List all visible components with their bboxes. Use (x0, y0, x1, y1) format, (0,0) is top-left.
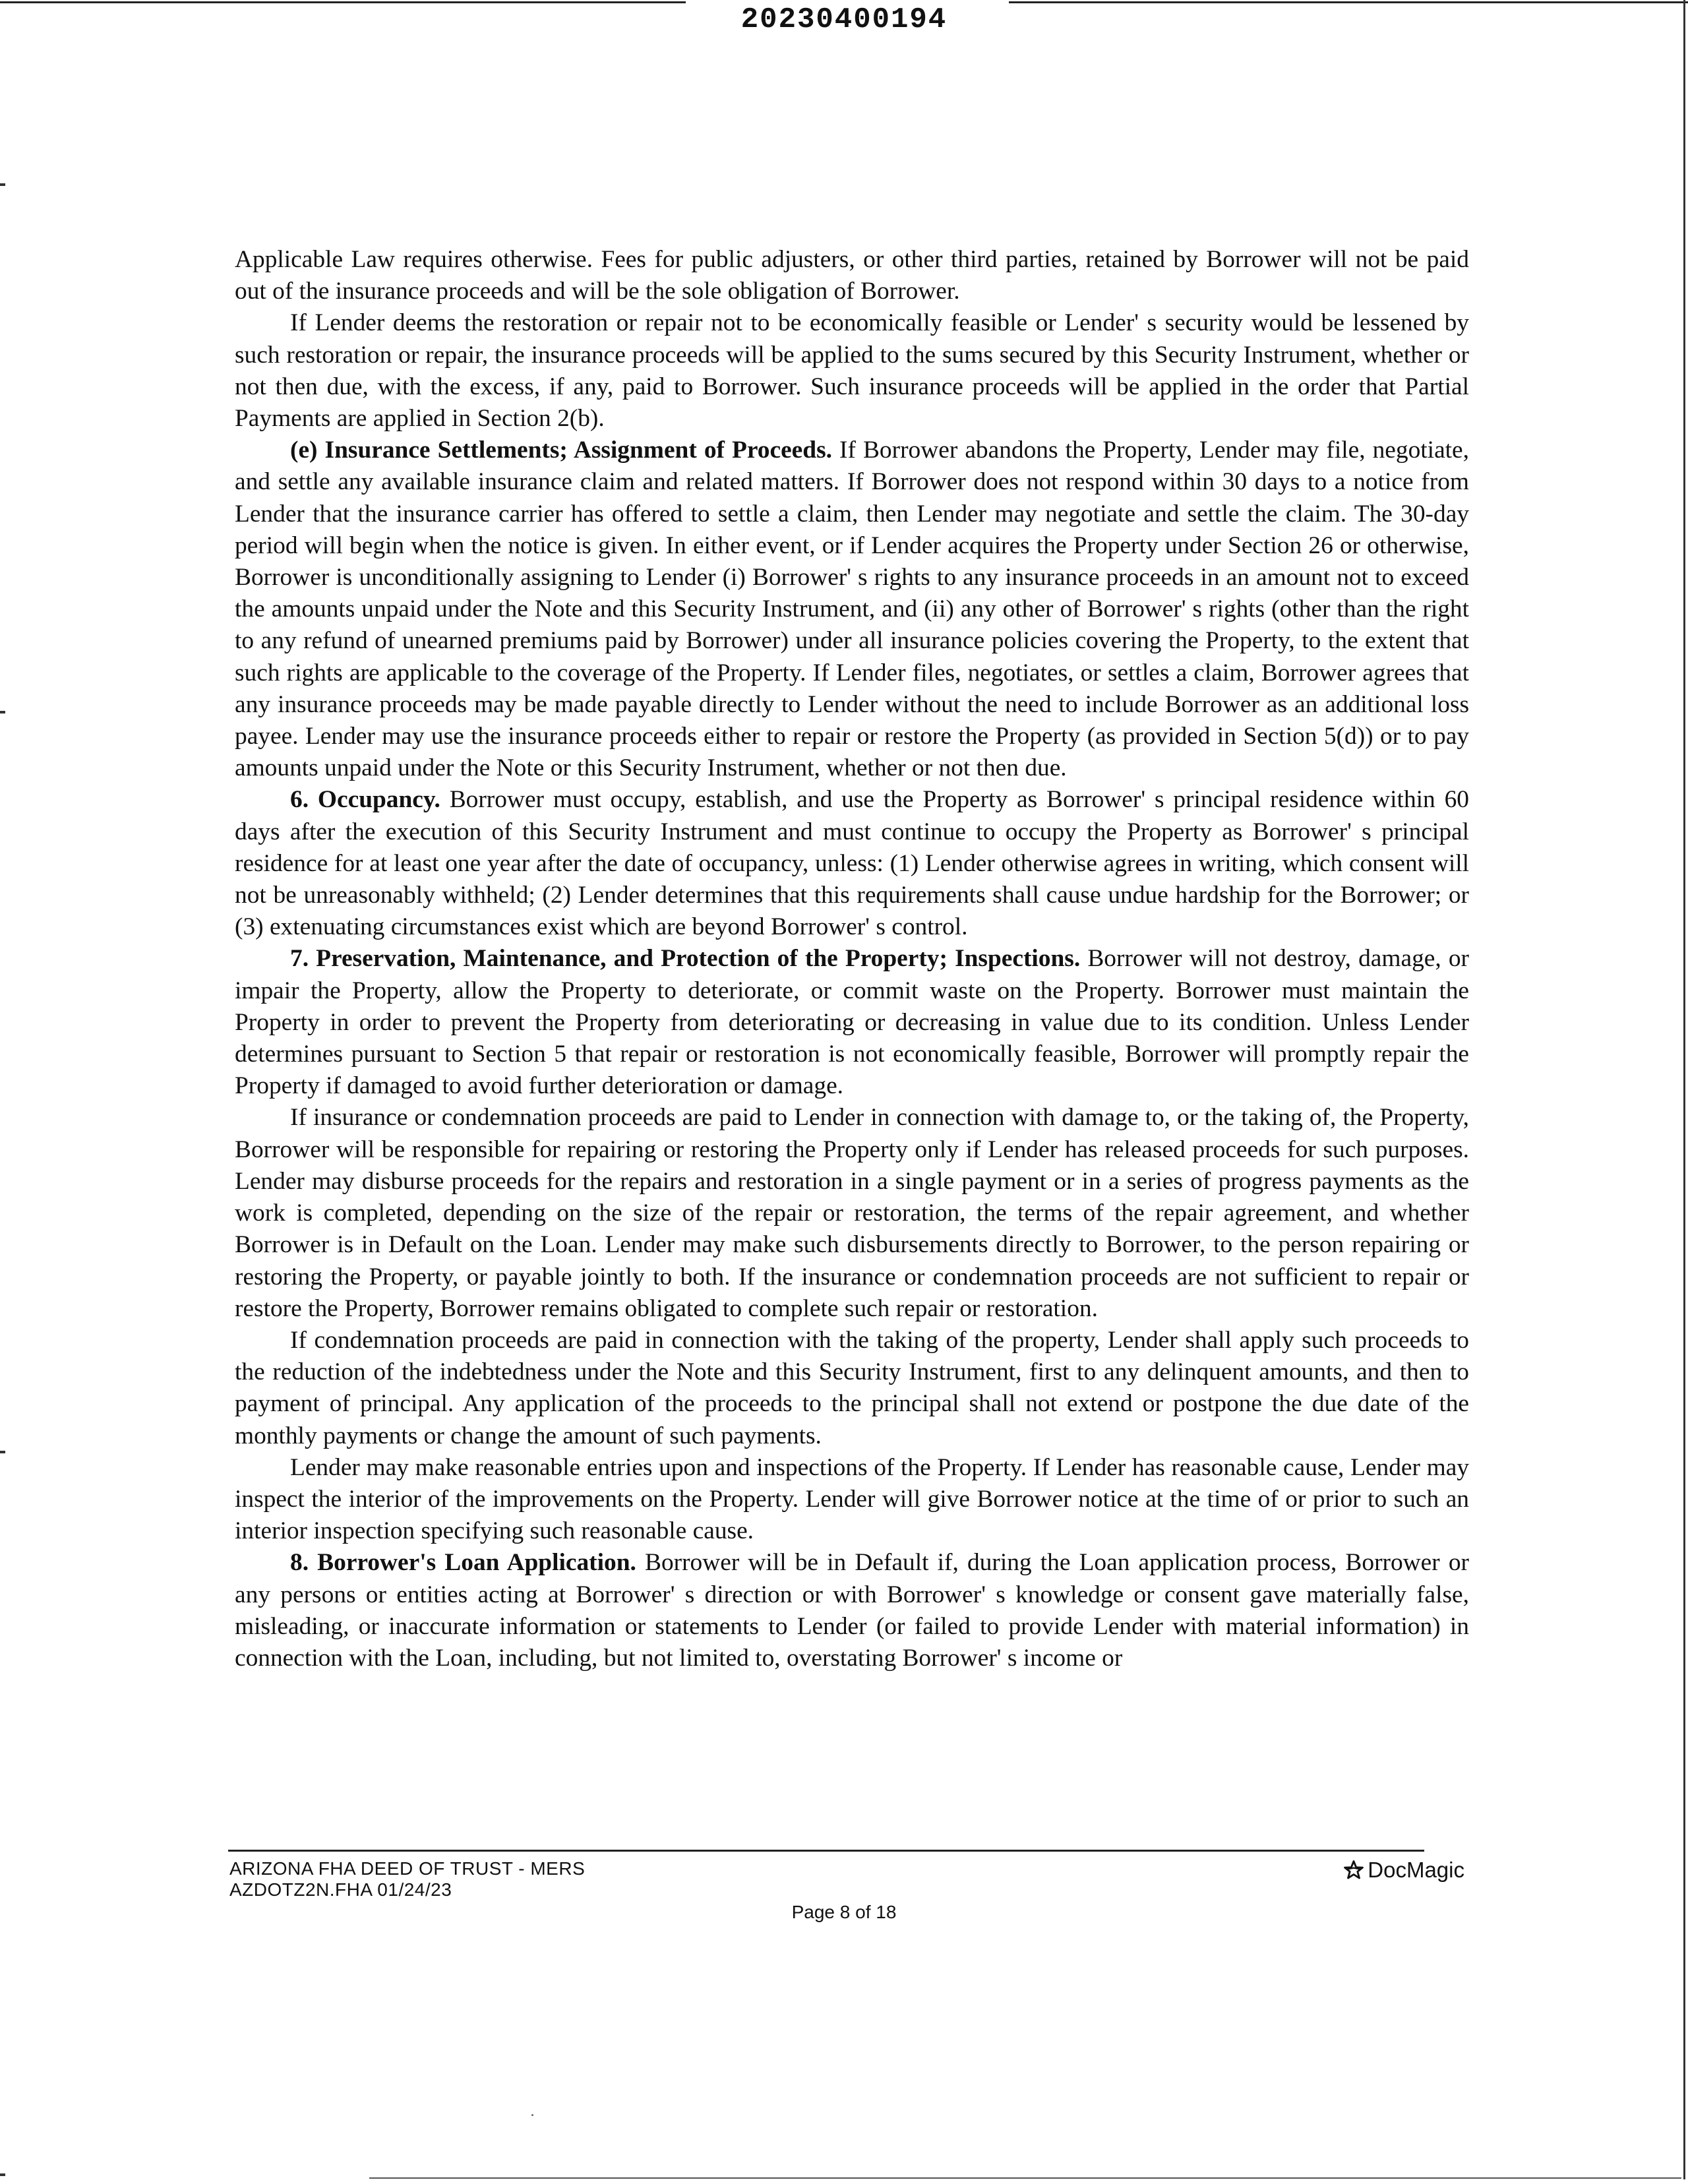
paragraph-text: Applicable Law requires otherwise. Fees for public adjusters, or other third parties, retained by Borrower will not be paid out of the insurance proceeds and will be the sole obligation of Borrower. (235, 246, 1469, 305)
brand-name: DocMagic (1368, 1858, 1464, 1882)
scan-speck (531, 2114, 533, 2116)
footer-form-info (229, 1858, 585, 1900)
section-6-paragraph (235, 784, 1469, 943)
section-heading: 8. Borrower's Loan Application. (290, 1549, 636, 1577)
docmagic-logo (1342, 1857, 1464, 1883)
paragraph-text: Lender may make reasonable entries upon and inspections of the Property. If Lender has reasonable cause, Lender may inspect the interior of the improvements on the Property. Lender will give Borrower notice at the time of or prior to such an interior inspection specifying such reasonable cause. (235, 1453, 1469, 1545)
section-heading: (e) Insurance Settlements; Assignment of Proceeds. (290, 437, 832, 464)
recording-number: 20230400194 (740, 3, 948, 36)
page-number: Page 8 of 18 (791, 1902, 897, 1922)
paragraph-text: If insurance or condemnation proceeds are paid to Lender in connection with damage to, or the taking of, the Property, Borrower will be responsible for repairing or restoring the Property only if Lender has released proceeds for such purposes. Lender may disburse proceeds for the repairs and restoration in a single payment or in a series of progress payments as the work is completed, depending on the size of the repair or restoration, the terms of the repair agreement, and whether Borrower is in Default on the Loan. Lender may make such disbursements directly to Borrower, to the person repairing or restoring the Property, or payable jointly to both. If the insurance or condemnation proceeds are not sufficient to repair or restore the Property, Borrower remains obligated to complete such repair or restoration. (235, 1104, 1469, 1322)
paragraph (235, 307, 1469, 435)
footer-divider (228, 1850, 1424, 1852)
scan-bottom-edge (369, 2177, 1681, 2179)
scan-right-edge (1683, 0, 1685, 2179)
section-7-paragraph (235, 943, 1469, 1102)
paragraph (235, 1102, 1469, 1324)
scan-edge-mark (0, 711, 5, 713)
star-outline-icon (1342, 1859, 1365, 1881)
paragraph-text: Borrower will not destroy, damage, or impair the Property, allow the Property to deteriorate, or commit waste on the Property. Borrower must maintain the Property in order to prevent the Property from deteriorating or decreasing in value due to its condition. Unless Lender determines pursuant to Section 5 that repair or restoration is not economically feasible, Borrower will promptly repair the Property if damaged to avoid further deterioration or damage. (235, 945, 1469, 1100)
document-body (235, 244, 1469, 1674)
form-title: ARIZONA FHA DEED OF TRUST - MERS (229, 1858, 586, 1879)
paragraph-text: If condemnation proceeds are paid in connection with the taking of the property, Lender shall apply such proceeds to the reduction of the indebtedness under the Note and this Security Instrument, first to any delinquent amounts, and then to payment of principal. Any application of the proceeds to the principal shall not extend or postpone the due date of the monthly payments or change the amount of such payments. (235, 1326, 1469, 1449)
section-8-paragraph (235, 1547, 1469, 1674)
paragraph (235, 244, 1469, 307)
paragraph (235, 1452, 1469, 1548)
scan-edge-mark (0, 183, 5, 186)
section-heading: 6. Occupancy. (290, 786, 440, 814)
paragraph-text: Borrower will be in Default if, during the Loan application process, Borrower or any persons or entities acting at Borrower' s direction or with Borrower' s knowledge or consent gave materially false, misleading, or inaccurate information or statements to Lender (or failed to provide Lender with material information) in connection with the Loan, including, but not limited to, overstating Borrower' s income or (235, 1549, 1470, 1672)
section-heading: 7. Preservation, Maintenance, and Protection of the Property; Inspections. (290, 945, 1081, 973)
scan-edge-mark (0, 1451, 5, 1453)
scan-edge-mark (0, 2173, 5, 2176)
form-code: AZDOTZ2N.FHA 01/24/23 (229, 1879, 452, 1900)
paragraph (235, 1325, 1469, 1452)
paragraph-text: Borrower must occupy, establish, and use the Property as Borrower' s principal residence within 60 days after the execution of this Security Instrument and must continue to occupy the Property as Borrower' s principal residence for at least one year after the date of occupancy, unless: (1) Lender otherwise agrees in writing, which consent will not be unreasonably withheld; (2) Lender determines that this requirements shall cause undue hardship for the Borrower; or (3) extenuating circumstances exist which are beyond Borrower' s control. (235, 786, 1469, 941)
paragraph-text: If Borrower abandons the Property, Lender may file, negotiate, and settle any available insurance claim and related matters. If Borrower does not respond within 30 days to a notice from Lender that the insurance carrier has offered to settle a claim, then Lender may negotiate and settle the claim. The 30-day period will begin when the notice is given. In either event, or if Lender acquires the Property under Section 26 or otherwise, Borrower is unconditionally assigning to Lender (i) Borrower' s rights to any insurance proceeds in an amount not to exceed the amounts unpaid under the Note and this Security Instrument, and (ii) any other of Borrower' s rights (other than the right to any refund of unearned premiums paid by Borrower) under all insurance policies covering the Property, to the extent that such rights are applicable to the coverage of the Property. If Lender files, negotiates, or settles a claim, Borrower agrees that any insurance proceeds may be made payable directly to Lender without the need to include Borrower as an additional loss payee. Lender may use the insurance proceeds either to repair or restore the Property (as provided in Section 5(d)) or to pay amounts unpaid under the Note or this Security Instrument, whether or not then due. (235, 437, 1469, 782)
paragraph-text: If Lender deems the restoration or repair not to be economically feasible or Lender' s security would be lessened by such restoration or repair, the insurance proceeds will be applied to the sums secured by this Security Instrument, whether or not then due, with the excess, if any, paid to Borrower. Such insurance proceeds will be applied in the order that Partial Payments are applied in Section 2(b). (235, 309, 1469, 433)
section-5e-paragraph (235, 435, 1469, 784)
